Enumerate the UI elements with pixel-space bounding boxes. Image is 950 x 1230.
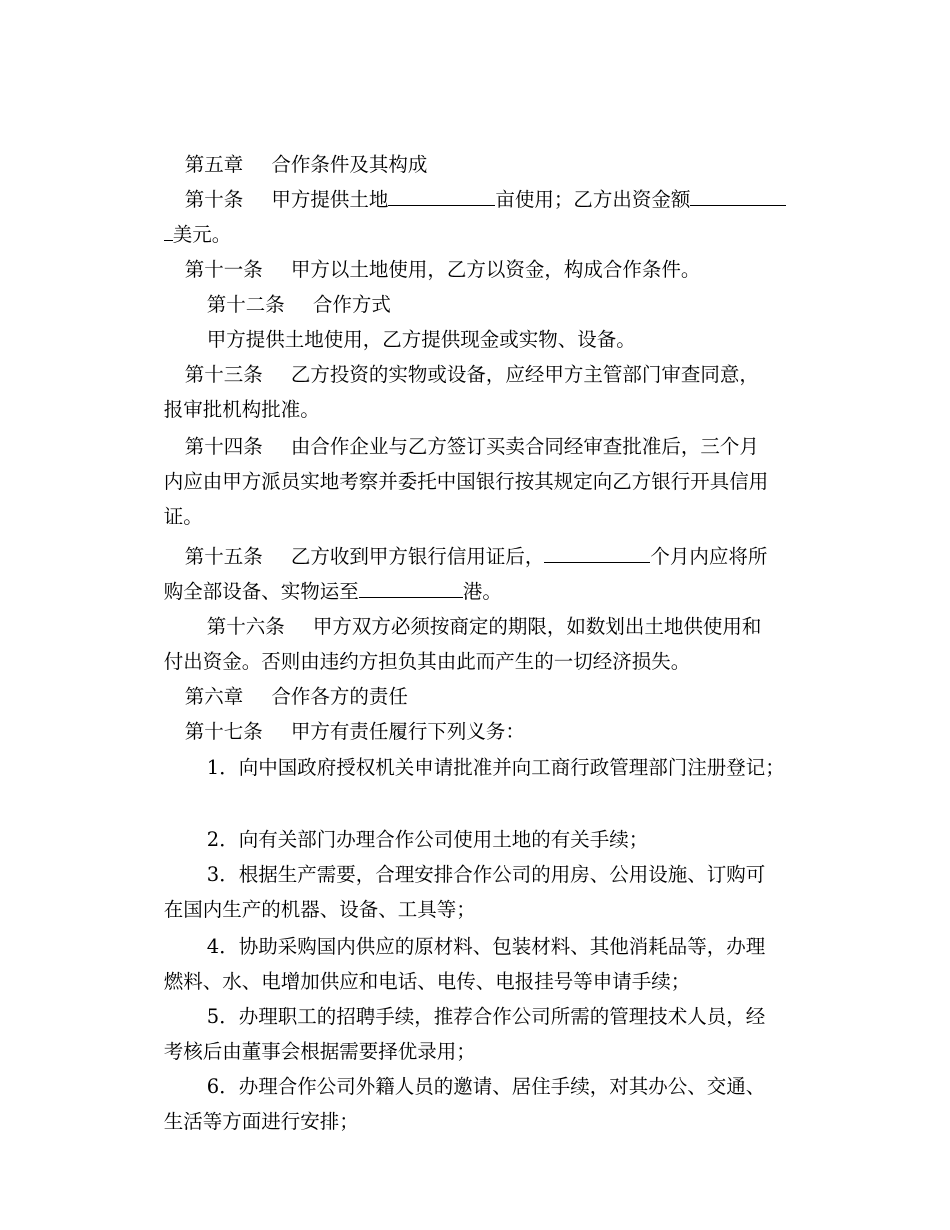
- list-item-text: 在国内生产的机器、设备、工具等；: [163, 898, 476, 921]
- article-11: [160, 219, 701, 281]
- duty-item-3-cont: [139, 859, 476, 921]
- duty-item-5-cont: [139, 1001, 476, 1063]
- months-blank: [544, 544, 650, 563]
- article-text: 港。: [462, 580, 502, 603]
- article-10-cont: [139, 184, 232, 246]
- article-text: 乙方收到甲方银行信用证后，: [290, 545, 545, 568]
- capital-amount-blank: [690, 187, 786, 206]
- article-13-cont: [139, 359, 320, 421]
- article-text: 美元。: [172, 223, 232, 246]
- article-text: 亩使用；乙方出资金额: [495, 188, 691, 211]
- article-label: 第十五条: [184, 545, 263, 568]
- duty-item-1: [182, 717, 785, 779]
- article-15-cont: [139, 541, 502, 603]
- duty-item-4-cont: [139, 931, 691, 993]
- chapter-label: 第六章: [184, 685, 244, 708]
- article-13: [160, 324, 759, 386]
- article-12-body: [182, 289, 636, 351]
- article-text: 证。: [163, 505, 203, 528]
- article-15: [160, 506, 768, 568]
- article-label: 第十六条: [206, 615, 285, 638]
- article-text: 个月内应将所: [650, 545, 768, 568]
- list-item-text: 3．根据生产需要，合理安排合作公司的用房、公用设施、订购可: [206, 863, 766, 886]
- article-17: [160, 681, 525, 743]
- article-text: 购全部设备、实物运至: [163, 580, 359, 603]
- article-text: 乙方投资的实物或设备，应经甲方主管部门审查同意，: [290, 363, 759, 386]
- article-label: 第十三条: [184, 363, 263, 386]
- duty-item-6-cont: [139, 1071, 359, 1133]
- land-area-blank: [388, 187, 495, 206]
- list-item-text: 2．向有关部门办理合作公司使用土地的有关手续；: [206, 828, 649, 851]
- chapter-6-heading: [160, 646, 408, 708]
- article-label: 第十条: [184, 188, 244, 211]
- article-text: 付出资金。否则由违约方担负其由此而产生的一切经济损失。: [163, 650, 691, 673]
- article-14-cont: [139, 431, 769, 493]
- article-14-cont: [139, 466, 203, 528]
- duty-item-2: [182, 789, 649, 851]
- article-text: 内应由甲方派员实地考察并委托中国银行按其规定向乙方银行开具信用: [163, 470, 769, 493]
- article-text: 报审批机构批准。: [163, 398, 320, 421]
- duty-item-5: [182, 966, 766, 1028]
- article-text: 甲方有责任履行下列义务：: [290, 720, 525, 743]
- duty-item-4: [182, 896, 766, 958]
- list-item-text: 6．办理合作公司外籍人员的邀请、居住手续，对其办公、交通、: [206, 1075, 766, 1098]
- article-16-cont: [139, 611, 691, 673]
- chapter-title: 合作条件及其构成: [271, 153, 428, 176]
- list-item-text: 4．协助采购国内供应的原材料、包装材料、其他消耗品等，办理: [206, 935, 766, 958]
- article-label: 第十七条: [184, 720, 263, 743]
- chapter-label: 第五章: [184, 153, 244, 176]
- article-label: 第十一条: [184, 258, 263, 281]
- article-text: 由合作企业与乙方签订买卖合同经审查批准后，三个月: [290, 435, 759, 458]
- article-text: 甲方提供土地: [271, 188, 389, 211]
- article-12: [182, 254, 391, 316]
- article-10: [160, 149, 786, 211]
- article-text: 甲方提供土地使用，乙方提供现金或实物、设备。: [206, 328, 636, 351]
- article-text: 甲方双方必须按商定的期限，如数划出土地供使用和: [312, 615, 762, 638]
- article-label: 第十二条: [206, 293, 285, 316]
- list-item-text: 生活等方面进行安排；: [163, 1110, 359, 1133]
- duty-item-6: [182, 1036, 766, 1098]
- list-item-text: 5．办理职工的招聘手续，推荐合作公司所需的管理技术人员，经: [206, 1005, 766, 1028]
- article-label: 第十四条: [184, 435, 263, 458]
- article-16: [182, 576, 762, 638]
- article-14: [160, 396, 759, 458]
- chapter-5-heading: [160, 114, 428, 176]
- duty-item-3: [182, 824, 766, 886]
- list-item-text: 燃料、水、电增加供应和电话、电传、电报挂号等申请手续；: [163, 970, 691, 993]
- list-item-text: 1．向中国政府授权机关申请批准并向工商行政管理部门注册登记；: [206, 756, 785, 779]
- chapter-title: 合作各方的责任: [271, 685, 408, 708]
- article-text: 合作方式: [312, 293, 391, 316]
- list-item-text: 考核后由董事会根据需要择优录用；: [163, 1040, 476, 1063]
- article-text: 甲方以土地使用，乙方以资金，构成合作条件。: [290, 258, 701, 281]
